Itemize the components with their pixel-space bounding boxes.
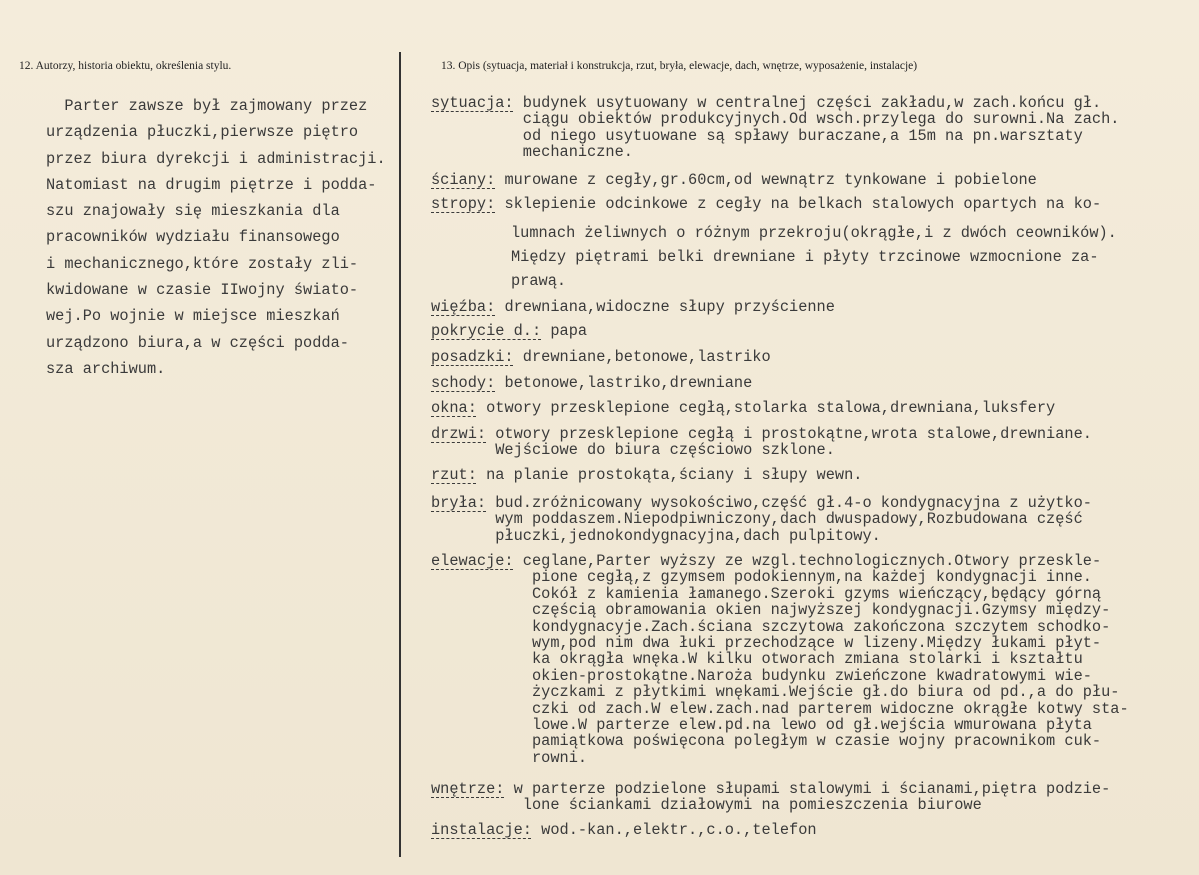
- entry-stropy: [431, 196, 1191, 212]
- entry-key: schody:: [431, 374, 496, 392]
- entry-key: stropy:: [431, 195, 496, 213]
- history-line: urządzenia płuczki,pierwsze piętro: [46, 123, 359, 142]
- entry-text: budynek usytuowany w centralnej części zakładu,w zach.końcu gł.: [513, 94, 1102, 112]
- entry-text: w parterze podzielone słupami stalowymi i ścianami,piętra podzie-: [504, 780, 1111, 798]
- entry-continuation: częścią obramowania okien najwyższej kondygnacji.Gzymsy między-: [431, 601, 1111, 620]
- entry-continuation: płuczki,jednokondygnacyjna,dach pulpitowy.: [431, 526, 881, 545]
- history-line: urządzono biura,a w części podda-: [46, 333, 349, 352]
- history-line: sza archiwum.: [46, 359, 166, 378]
- entry-text: betonowe,lastriko,drewniane: [495, 374, 753, 392]
- history-line: pracowników wydziału finansowego: [46, 228, 340, 247]
- entry-continuation: prawą.: [511, 272, 567, 290]
- entry-continuation: mechaniczne.: [431, 143, 633, 162]
- entry-continuation: pione cegłą,z gzymsem podokiennym,na każdej kondygnacji inne.: [431, 568, 1092, 587]
- entry-bryla: [431, 495, 1191, 544]
- entry-text: murowane z cegły,gr.60cm,od wewnątrz tynkowane i pobielone: [495, 171, 1037, 189]
- entry-wiezba: [431, 299, 1191, 315]
- entry-continuation: wym poddaszem.Niepodpiwniczony,dach dwuspadowy,Rozbudowana część: [431, 510, 1083, 529]
- entry-continuation: ciągu obiektów produkcyjnych.Od wsch.przylega do surowni.Na zach.: [431, 110, 1120, 129]
- entry-text: papa: [541, 322, 588, 340]
- entry-text: otwory przesklepione cegłą i prostokątne,wrota stalowe,drewniane.: [486, 425, 1092, 443]
- entry-continuation: pamiątkowa poświęcona poległym w czasie wojny pracownikom cuk-: [431, 732, 1102, 751]
- entry-continuation: lumnach żeliwnych o różnym przekroju(okrągłe,i z dwóch ceowników).: [511, 224, 1117, 242]
- entry-drzwi: [431, 426, 1191, 459]
- entry-continuation: wym,pod nim dwa łuki przechodzące w lizeny.Między łukami płyt-: [431, 634, 1102, 653]
- entry-continuation: życzkami z płytkimi wnękami.Wejście gł.do biura od pd.,a do płu-: [431, 683, 1120, 702]
- entry-key: instalacje:: [431, 821, 532, 839]
- entry-continuation: czki od zach.W elew.zach.nad parterem widoczne okrągłe kotwy sta-: [431, 699, 1129, 718]
- entry-continuation: Cokół z kamienia łamanego.Szeroki gzyms wieńczący,będący górną: [431, 584, 1102, 603]
- history-text: [46, 93, 396, 382]
- entry-key: posadzki:: [431, 348, 514, 366]
- section-13-header: 13. Opis (sytuacja, materiał i konstrukcja, rzut, bryła, elewacje, dach, wnętrze, wyposażenie, instalacje): [441, 60, 918, 72]
- entry-elewacje: [431, 553, 1191, 766]
- section-12-header: 12. Autorzy, historia obiektu, określenia stylu.: [19, 60, 232, 72]
- entry-stropy-continuation: [511, 221, 1199, 293]
- entry-continuation: rowni.: [431, 748, 588, 767]
- entry-continuation: ka okrągła wnęka.W kilku otworach zmiana stolarki i kształtu: [431, 650, 1083, 669]
- entry-continuation: Wejściowe do biura częściowo szklone.: [431, 441, 835, 460]
- entry-key: elewacje:: [431, 552, 514, 570]
- entry-continuation: od niego usytuowane są spławy buraczane,a 15m na pn.warsztaty: [431, 126, 1083, 145]
- entry-rzut: [431, 467, 1191, 483]
- entry-schody: [431, 375, 1191, 391]
- entry-key: pokrycie d.:: [431, 322, 542, 340]
- entry-key: sytuacja:: [431, 94, 514, 112]
- entry-text: ceglane,Parter wyższy ze wzgl.technologicznych.Otwory przeskle-: [513, 552, 1102, 570]
- entry-sytuacja: [431, 95, 1191, 161]
- entry-okna: [431, 400, 1191, 416]
- entry-key: drzwi:: [431, 425, 487, 443]
- entry-continuation: lone ściankami działowymi na pomieszczenia biurowe: [431, 796, 982, 815]
- entry-key: więźba:: [431, 298, 496, 316]
- history-line: przez biura dyrekcji i administracji.: [46, 149, 386, 168]
- entry-wnetrze: [431, 781, 1191, 814]
- history-line: Parter zawsze był zajmowany przez: [46, 97, 368, 115]
- entry-text: wod.-kan.,elektr.,c.o.,telefon: [531, 821, 817, 839]
- entry-text: na planie prostokąta,ściany i słupy wewn.: [476, 466, 863, 484]
- entry-key: bryła:: [431, 494, 487, 512]
- history-line: Natomiast na drugim piętrze i podda-: [46, 175, 377, 194]
- history-line: i mechanicznego,które zostały zli-: [46, 254, 359, 273]
- entry-posadzki: [431, 349, 1191, 365]
- entry-text: otwory przesklepione cegłą,stolarka stalowa,drewniana,luksfery: [476, 399, 1056, 417]
- entry-pokrycie: [431, 323, 1191, 339]
- entry-key: okna:: [431, 399, 477, 417]
- entry-text: bud.zróżnicowany wysokościwo,część gł.4-o kondygnacyjna z użytko-: [486, 494, 1092, 512]
- entry-continuation: lowe.W parterze elew.pd.na lewo od gł.wejścia wmurowana płyta: [431, 716, 1092, 735]
- entry-continuation: okien-prostokątne.Naroża budynku zwieńczone kwadratowymi wie-: [431, 666, 1092, 685]
- entry-sciany: [431, 172, 1191, 188]
- entry-key: wnętrze:: [431, 780, 505, 798]
- entry-continuation: Między piętrami belki drewniane i płyty trzcinowe wzmocnione za-: [511, 248, 1099, 266]
- entry-instalacje: [431, 822, 1191, 838]
- entry-key: rzut:: [431, 466, 477, 484]
- history-line: kwidowane w czasie IIwojny świato-: [46, 281, 359, 300]
- history-line: szu znajowały się mieszkania dla: [46, 202, 340, 221]
- column-divider: [399, 52, 401, 857]
- entry-continuation: kondygnacyje.Zach.ściana szczytowa zakończona szczytem schodko-: [431, 617, 1111, 636]
- entry-text: drewniane,betonowe,lastriko: [513, 348, 771, 366]
- entry-key: ściany:: [431, 171, 496, 189]
- entry-text: sklepienie odcinkowe z cegły na belkach stalowych opartych na ko-: [495, 195, 1102, 213]
- entry-text: drewniana,widoczne słupy przyścienne: [495, 298, 835, 316]
- history-line: wej.Po wojnie w miejsce mieszkań: [46, 307, 340, 326]
